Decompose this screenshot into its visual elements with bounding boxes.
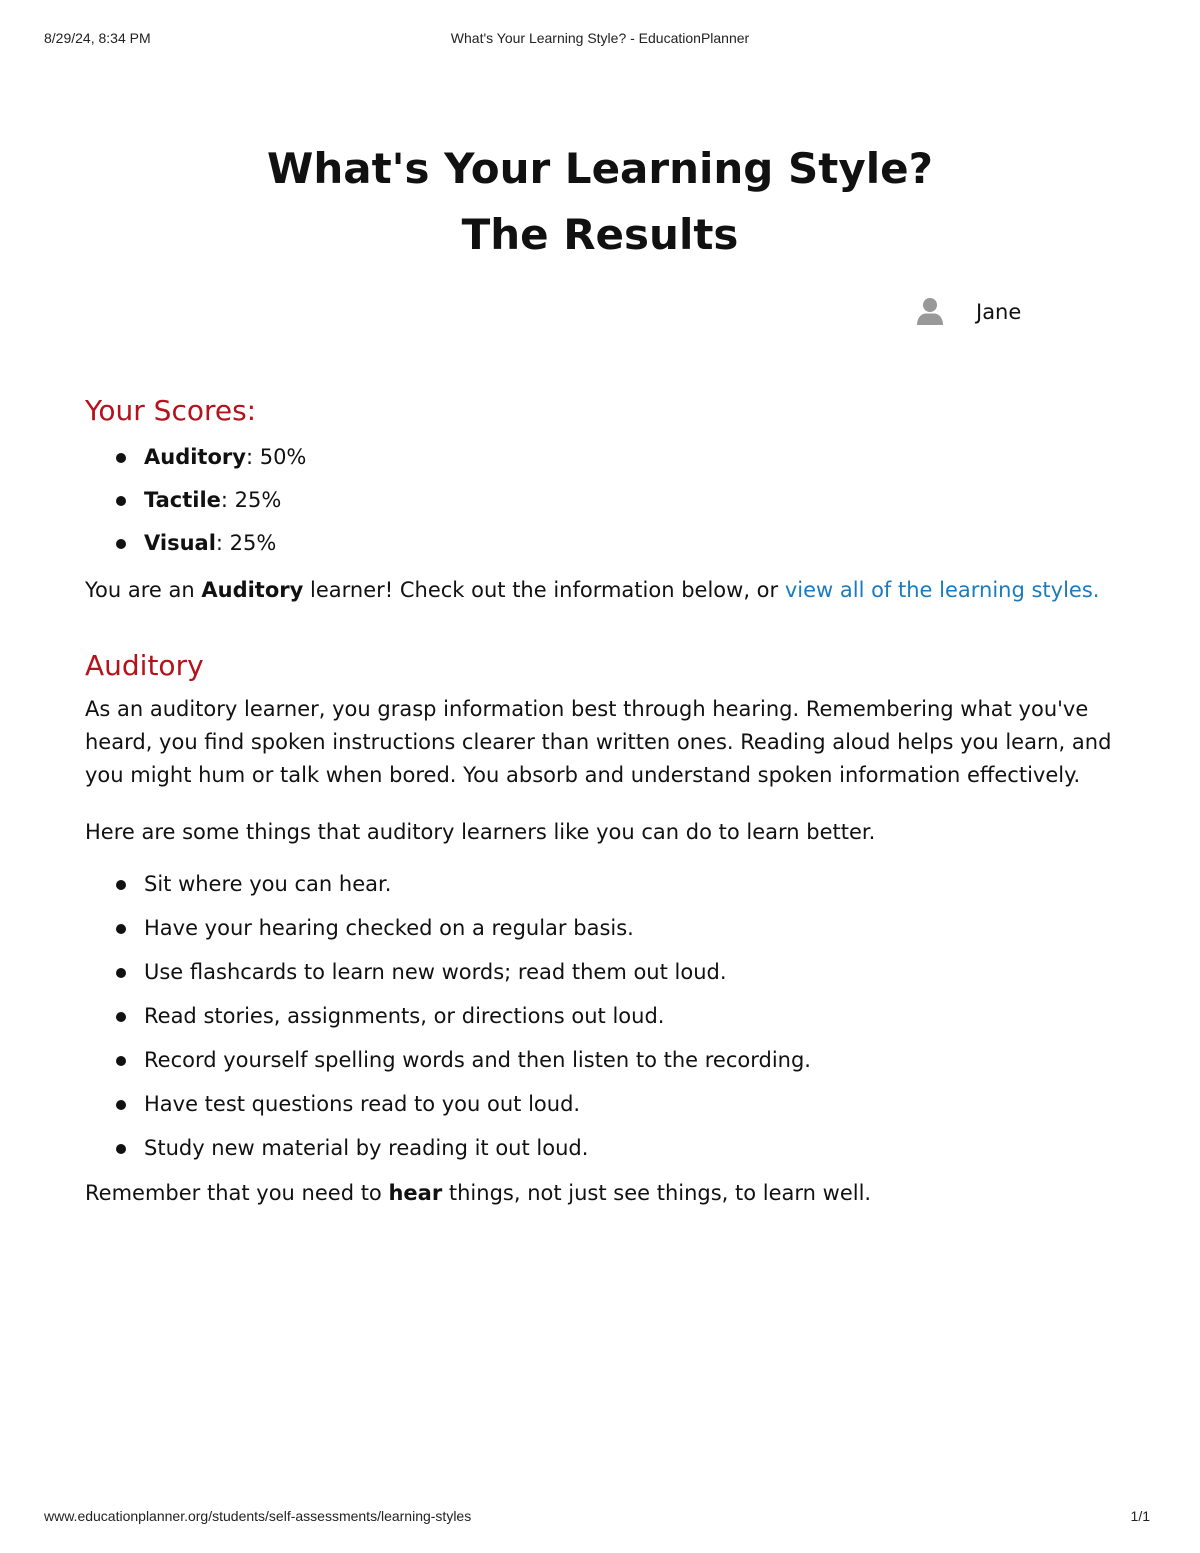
list-item: Have test questions read to you out loud. <box>85 1089 1125 1119</box>
list-item: Record yourself spelling words and then listen to the recording. <box>85 1045 1125 1075</box>
score-item-auditory <box>85 442 1125 472</box>
remember-prefix: Remember that you need to <box>85 1181 389 1205</box>
user-name: Jane <box>976 300 1022 324</box>
score-value: : 25% <box>215 531 277 555</box>
score-label: Visual <box>144 531 216 555</box>
scores-list <box>85 442 1125 558</box>
score-item-tactile <box>85 485 1125 515</box>
result-middle: learner! Check out the information below, or <box>303 578 785 602</box>
page-title-line2: The Results <box>461 210 739 259</box>
auditory-heading: Auditory <box>85 649 204 682</box>
list-item: Sit where you can hear. <box>85 869 1125 899</box>
remember-bold: hear <box>388 1181 443 1205</box>
print-url: www.educationplanner.org/students/self-assessments/learning-styles <box>44 1508 472 1524</box>
view-all-styles-link[interactable]: view all of the learning styles. <box>784 578 1100 602</box>
score-label: Auditory <box>144 445 246 469</box>
user-icon <box>914 296 946 328</box>
score-label: Tactile <box>144 488 221 512</box>
remember-suffix: things, not just see things, to learn well. <box>442 1181 872 1205</box>
score-item-visual <box>85 528 1125 558</box>
score-value: : 25% <box>220 488 282 512</box>
remember-statement <box>85 1177 1125 1210</box>
list-item: Read stories, assignments, or directions out loud. <box>85 1001 1125 1031</box>
user-profile[interactable] <box>914 296 1021 328</box>
auditory-tips-list <box>85 869 1125 1163</box>
score-value: : 50% <box>245 445 307 469</box>
result-prefix: You are an <box>85 578 202 602</box>
page-title <box>0 136 1200 268</box>
results-content <box>85 388 1125 1210</box>
print-doc-title: What's Your Learning Style? - EducationPlanner <box>450 30 750 46</box>
list-item: Have your hearing checked on a regular basis. <box>85 913 1125 943</box>
list-item: Use flashcards to learn new words; read them out loud. <box>85 957 1125 987</box>
result-statement <box>85 574 1125 607</box>
auditory-description: As an auditory learner, you grasp information best through hearing. Remembering what you've heard, you find spoken instructions clearer than written ones. Reading aloud helps you learn, and you might hum or talk when bored. You absorb and understand spoken information effectively. <box>85 697 1112 787</box>
scores-heading: Your Scores: <box>85 394 257 427</box>
print-page-number: 1/1 <box>1130 1508 1150 1524</box>
page-title-line1: What's Your Learning Style? <box>267 144 933 193</box>
print-header <box>0 30 1200 50</box>
auditory-tips-intro: Here are some things that auditory learners like you can do to learn better. <box>85 820 876 844</box>
result-style: Auditory <box>201 578 304 602</box>
print-date: 8/29/24, 8:34 PM <box>44 30 151 46</box>
print-footer <box>0 1508 1200 1528</box>
list-item: Study new material by reading it out loud. <box>85 1133 1125 1163</box>
